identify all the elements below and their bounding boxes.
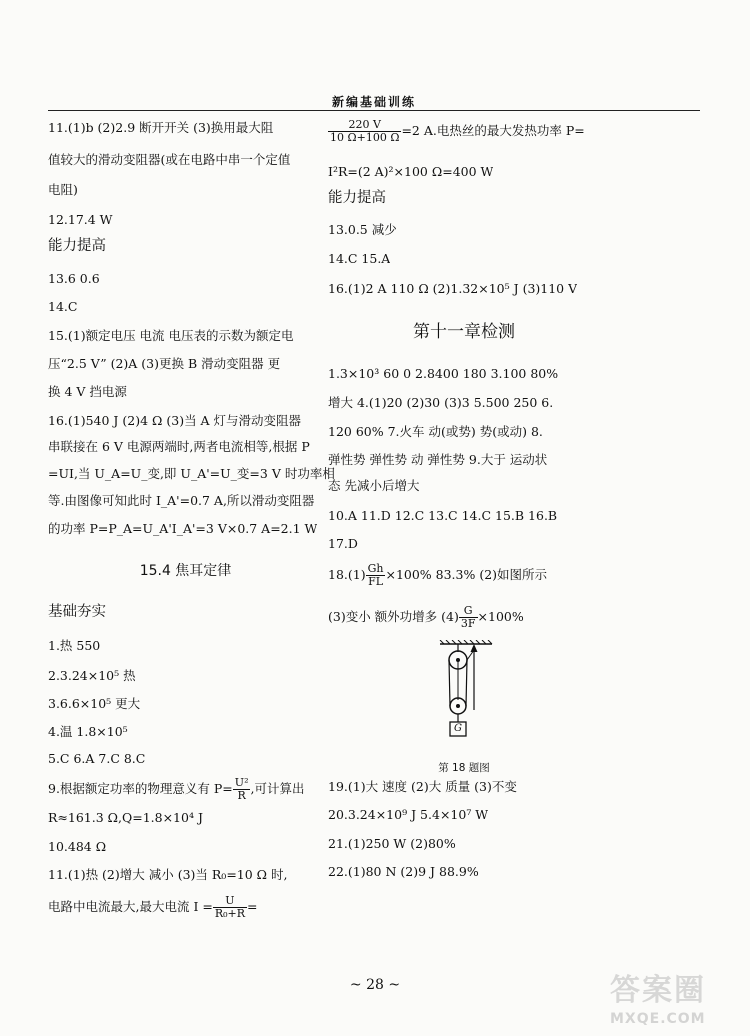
answer-line: 增大 4.(1)20 (2)30 (3)3 5.500 250 6. bbox=[328, 395, 554, 410]
answer-line: 10.484 Ω bbox=[48, 839, 107, 854]
answer-line: 16.(1)540 J (2)4 Ω (3)当 A 灯与滑动变阻器 bbox=[48, 413, 302, 428]
watermark-logo bbox=[610, 965, 745, 1030]
answer-line bbox=[48, 893, 258, 921]
rope-segment bbox=[449, 660, 450, 706]
answer-line: 串联接在 6 V 电源两端时,两者电流相等,根据 P bbox=[48, 439, 310, 454]
answer-line: 的功率 P=P_A=U_A'I_A'=3 V×0.7 A=2.1 W bbox=[48, 521, 318, 536]
fraction bbox=[213, 895, 247, 920]
answer-line: I²R=(2 A)²×100 Ω=400 W bbox=[328, 164, 494, 179]
answer-line bbox=[328, 560, 547, 590]
fraction bbox=[328, 119, 401, 144]
answer-text: 9.根据额定功率的物理意义有 P= bbox=[48, 781, 233, 796]
answer-line: 11.(1)热 (2)增大 减小 (3)当 R₀=10 Ω 时, bbox=[48, 867, 288, 882]
answer-line: 1.热 550 bbox=[48, 638, 101, 653]
fraction-denominator: R₀+R bbox=[214, 907, 246, 920]
answer-line: 11.(1)b (2)2.9 断开开关 (3)换用最大阻 bbox=[48, 120, 274, 135]
answer-line: 压“2.5 V” (2)A (3)更换 B 滑动变阻器 更 bbox=[48, 356, 281, 371]
answer-line: 15.(1)额定电压 电流 电压表的示数为额定电 bbox=[48, 328, 294, 343]
answer-line: 1.3×10³ 60 0 2.8400 180 3.100 80% bbox=[328, 366, 559, 381]
fraction-numerator: 220 V bbox=[328, 119, 401, 132]
fraction-denominator: R bbox=[237, 789, 246, 802]
section-heading: 基础夯实 bbox=[48, 604, 106, 620]
answer-line: 22.(1)80 N (2)9 J 88.9% bbox=[328, 864, 479, 879]
subsection-title: 15.4 焦耳定律 bbox=[139, 563, 232, 579]
answer-line: 值较大的滑动变阻器(或在电路中串一个定值 bbox=[48, 152, 291, 167]
answer-line: 态 先减小后增大 bbox=[328, 478, 420, 493]
fraction bbox=[459, 605, 478, 630]
section-heading: 能力提高 bbox=[328, 190, 386, 206]
weight-label: G bbox=[454, 723, 462, 734]
section-heading: 能力提高 bbox=[48, 238, 106, 254]
answer-line: 10.A 11.D 12.C 13.C 14.C 15.B 16.B bbox=[328, 508, 558, 523]
answer-line: 3.6.6×10⁵ 更大 bbox=[48, 696, 141, 711]
running-header bbox=[48, 88, 700, 111]
answer-text: ×100% bbox=[477, 609, 524, 624]
answer-line: 12.17.4 W bbox=[48, 212, 113, 227]
answer-text: (3)变小 额外功增多 (4) bbox=[328, 609, 459, 624]
answer-line: 4.温 1.8×10⁵ bbox=[48, 724, 128, 739]
answer-text: ,可计算出 bbox=[250, 781, 305, 796]
chapter-title: 第十一章检测 bbox=[413, 322, 515, 342]
answer-line: 14.C 15.A bbox=[328, 251, 391, 266]
answer-text: = bbox=[247, 899, 258, 914]
answer-line: 2.3.24×10⁵ 热 bbox=[48, 668, 136, 683]
answer-line: 21.(1)250 W (2)80% bbox=[328, 836, 456, 851]
answer-line: 13.6 0.6 bbox=[48, 271, 100, 286]
answer-line: 120 60% 7.火车 动(或势) 势(或动) 8. bbox=[328, 424, 543, 439]
answer-line: 弹性势 弹性势 动 弹性势 9.大于 运动状 bbox=[328, 452, 548, 467]
answer-line: 等.由图像可知此时 I_A'=0.7 A,所以滑动变阻器 bbox=[48, 493, 315, 508]
fraction-numerator: U² bbox=[234, 776, 249, 789]
answer-line: 13.0.5 减少 bbox=[328, 222, 397, 237]
watermark-url: MXQE.COM bbox=[610, 1011, 706, 1027]
arrow-icon bbox=[471, 644, 478, 652]
answer-text: 18.(1) bbox=[328, 567, 366, 582]
answer-line: 17.D bbox=[328, 536, 358, 551]
answer-text: =2 A.电热丝的最大发热功率 P= bbox=[401, 123, 585, 138]
answer-line: R≈161.3 Ω,Q=1.8×10⁴ J bbox=[48, 810, 203, 825]
answer-line bbox=[48, 776, 304, 802]
answer-line: 19.(1)大 速度 (2)大 质量 (3)不变 bbox=[328, 779, 517, 794]
fraction bbox=[233, 777, 251, 802]
figure-caption: 第 18 题图 bbox=[438, 762, 490, 774]
header-title: 新编基础训练 bbox=[326, 95, 422, 109]
fraction-numerator: Gh bbox=[367, 562, 384, 575]
fraction-denominator: 3F bbox=[460, 617, 476, 630]
rope-segment bbox=[466, 660, 467, 706]
fraction-denominator: FL bbox=[368, 575, 383, 588]
fraction-numerator: U bbox=[213, 895, 247, 908]
pulley-diagram bbox=[436, 640, 496, 744]
fraction bbox=[366, 563, 386, 588]
answer-line: =UI,当 U_A=U_变,即 U_A'=U_变=3 V 时功率相 bbox=[48, 466, 335, 481]
page-number: ~ 28 ~ bbox=[349, 977, 401, 993]
fraction-denominator: 10 Ω+100 Ω bbox=[330, 131, 400, 144]
answer-line: 换 4 V 挡电源 bbox=[48, 384, 127, 399]
answer-line: 电阻) bbox=[48, 182, 78, 197]
fraction-numerator: G bbox=[459, 605, 478, 618]
answer-line bbox=[328, 118, 585, 144]
answer-line: 5.C 6.A 7.C 8.C bbox=[48, 751, 146, 766]
watermark-text: 答案圈 bbox=[610, 973, 706, 1008]
answer-line: 14.C bbox=[48, 299, 78, 314]
answer-text: ×100% 83.3% (2)如图所示 bbox=[385, 567, 548, 582]
answer-line: 16.(1)2 A 110 Ω (2)1.32×10⁵ J (3)110 V bbox=[328, 281, 578, 296]
answer-line: 20.3.24×10⁹ J 5.4×10⁷ W bbox=[328, 807, 489, 822]
answer-line bbox=[328, 602, 524, 632]
answer-text: 电路中电流最大,最大电流 I = bbox=[48, 899, 213, 914]
